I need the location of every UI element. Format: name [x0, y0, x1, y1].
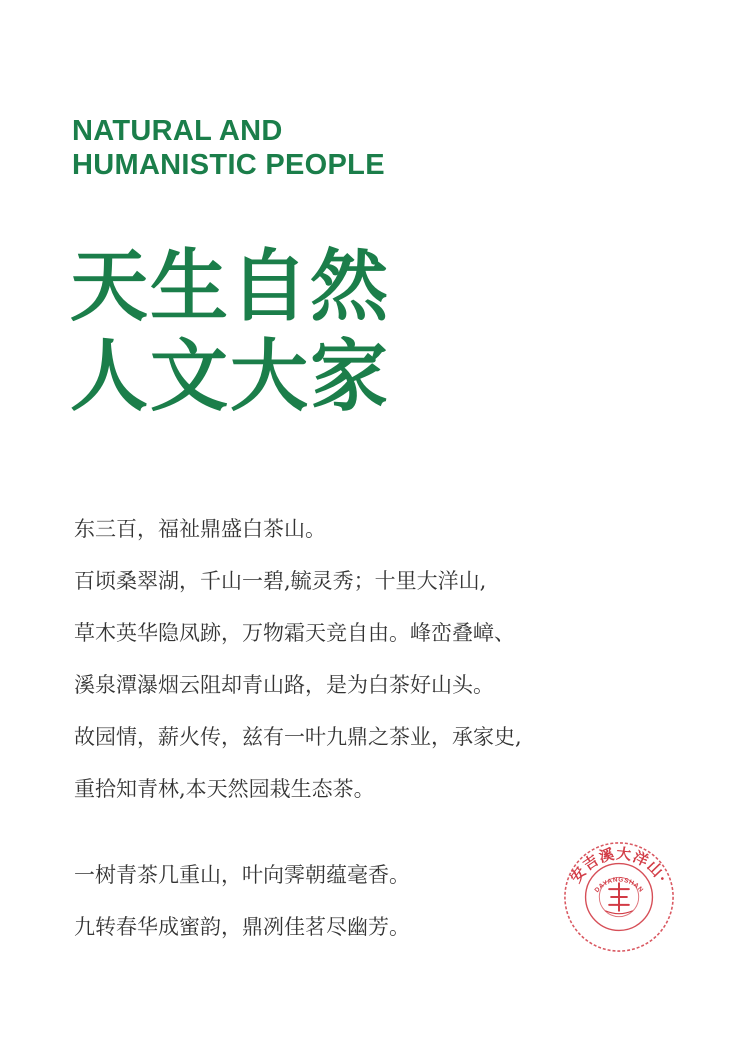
paragraph-line-2: 百顷桑翠湖，千山一碧,毓灵秀；十里大洋山,: [74, 569, 487, 593]
poem-line-1: 一树青茶几重山，叶向霁朝蕴毫香。: [74, 863, 410, 887]
chinese-title-line-2: 人文大家: [70, 331, 391, 422]
poem: [74, 849, 410, 953]
chinese-title-line-1: 天生自然: [70, 241, 391, 332]
poem-line-2: 九转春华成蜜韵，鼎冽佳茗尽幽芳。: [74, 915, 410, 939]
seal-inner-text: DAYANGSHAN: [593, 876, 645, 895]
chinese-title: [70, 242, 390, 422]
english-subtitle: [72, 114, 385, 182]
intro-paragraph: [74, 503, 522, 815]
seal-stamp-icon: [560, 838, 678, 956]
seal-outer-text: 安吉溪大洋山·: [567, 845, 671, 887]
paragraph-line-1: 东三百，福祉鼎盛白茶山。: [74, 517, 326, 541]
english-subtitle-line-1: NATURAL AND: [72, 115, 283, 147]
paragraph-line-6: 重拾知青林,本天然园栽生态茶。: [74, 777, 375, 801]
english-subtitle-line-2: HUMANISTIC PEOPLE: [72, 149, 385, 181]
paragraph-line-3: 草木英华隐凤跡，万物霜天竞自由。峰峦叠嶂、: [74, 621, 515, 645]
paragraph-line-4: 溪泉潭瀑烟云阻却青山路，是为白茶好山头。: [74, 673, 494, 697]
paragraph-line-5: 故园情，薪火传，兹有一叶九鼎之茶业，承家史,: [74, 725, 522, 749]
